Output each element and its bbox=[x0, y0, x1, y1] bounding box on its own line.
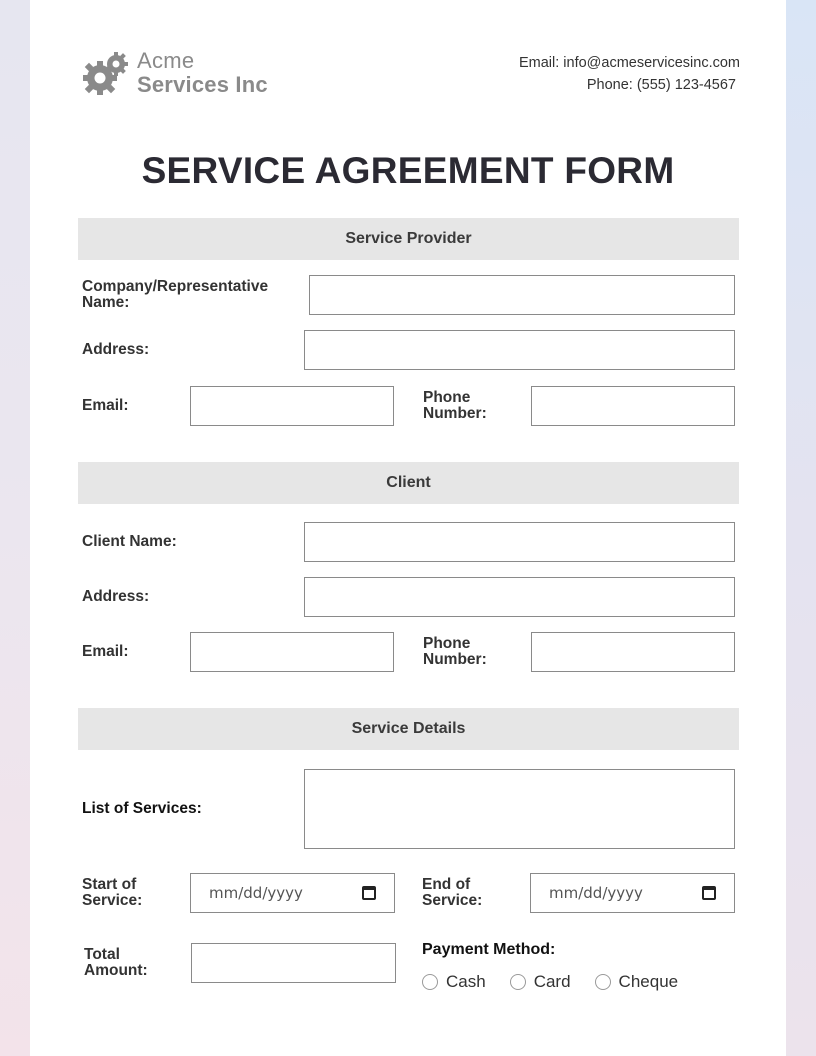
radio-button[interactable] bbox=[510, 974, 526, 990]
start-service-label: Start of Service: bbox=[82, 876, 143, 909]
radio-button[interactable] bbox=[422, 974, 438, 990]
client-phone-field[interactable] bbox=[531, 632, 735, 672]
client-address-label: Address: bbox=[82, 588, 150, 605]
end-date-field[interactable] bbox=[530, 873, 735, 913]
payment-method-options bbox=[422, 972, 702, 992]
payment-option-cheque[interactable] bbox=[595, 972, 679, 992]
services-list-label: List of Services: bbox=[82, 800, 202, 817]
payment-option-label: Card bbox=[533, 972, 571, 991]
client-email-label: Email: bbox=[82, 643, 129, 660]
client-name-label: Client Name: bbox=[82, 533, 177, 550]
section-header-service-details: Service Details bbox=[78, 708, 739, 750]
background-left-strip bbox=[0, 0, 30, 1056]
section-header-client: Client bbox=[78, 462, 739, 504]
total-amount-field[interactable] bbox=[191, 943, 396, 983]
end-service-label: End of Service: bbox=[422, 876, 483, 909]
form-title: SERVICE AGREEMENT FORM bbox=[141, 150, 675, 191]
provider-address-field[interactable] bbox=[304, 330, 735, 370]
payment-option-label: Cheque bbox=[618, 972, 679, 991]
gear-icon bbox=[82, 50, 130, 98]
provider-email-field[interactable] bbox=[190, 386, 394, 426]
form-page bbox=[30, 0, 786, 1056]
services-list-field[interactable] bbox=[304, 769, 735, 849]
section-header-service-provider: Service Provider bbox=[78, 218, 739, 260]
provider-address-label: Address: bbox=[82, 341, 150, 358]
start-date-placeholder: mm/dd/yyyy bbox=[209, 884, 303, 902]
payment-method-label: Payment Method: bbox=[422, 941, 556, 958]
radio-button[interactable] bbox=[595, 974, 611, 990]
company-name-line1: Acme bbox=[137, 48, 195, 73]
payment-option-card[interactable] bbox=[510, 972, 571, 992]
client-name-field[interactable] bbox=[304, 522, 735, 562]
provider-company-field[interactable] bbox=[309, 275, 735, 315]
background-right-strip bbox=[786, 0, 816, 1056]
start-date-field[interactable] bbox=[190, 873, 395, 913]
provider-email-label: Email: bbox=[82, 397, 129, 414]
provider-phone-label: Phone Number: bbox=[423, 389, 487, 422]
end-date-placeholder: mm/dd/yyyy bbox=[549, 884, 643, 902]
provider-phone-field[interactable] bbox=[531, 386, 735, 426]
total-amount-label: Total Amount: bbox=[84, 946, 148, 979]
client-phone-label: Phone Number: bbox=[423, 635, 487, 668]
company-phone: Phone: (555) 123-4567 bbox=[586, 77, 736, 93]
client-email-field[interactable] bbox=[190, 632, 394, 672]
company-email: Email: info@acmeservicesinc.com bbox=[518, 55, 740, 71]
calendar-icon[interactable] bbox=[362, 886, 376, 900]
payment-option-cash[interactable] bbox=[422, 972, 486, 992]
provider-company-label: Company/Representative Name: bbox=[82, 278, 269, 311]
company-name-line2: Services Inc bbox=[137, 72, 268, 97]
payment-option-label: Cash bbox=[446, 972, 486, 991]
client-address-field[interactable] bbox=[304, 577, 735, 617]
calendar-icon[interactable] bbox=[702, 886, 716, 900]
